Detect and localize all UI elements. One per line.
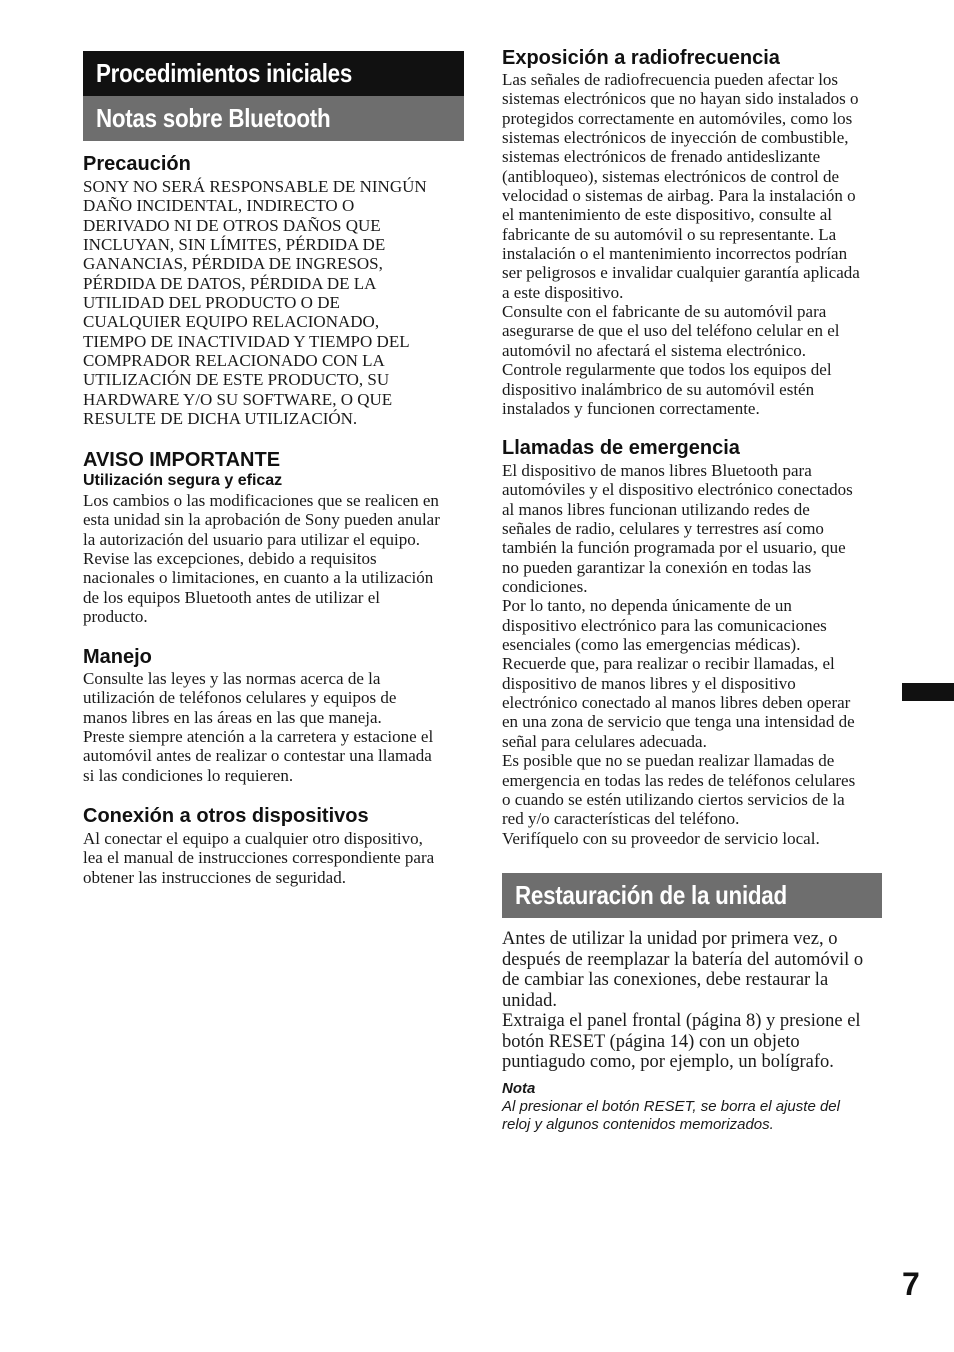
chapter-tab-marker [902, 683, 954, 701]
restauracion-text: Antes de utilizar la unidad por primera vez, o después de reemplazar la batería del automóvil o de cambiar las conexiones, debe restaurar la unidad. Extraiga el panel frontal (página 8) y presione el botón RESET (página 14) con un objeto puntiagudo como, por ejemplo, un bolígrafo. [502, 929, 864, 1072]
manejo-heading: Manejo [83, 646, 152, 668]
note-title: Nota [502, 1080, 536, 1097]
page-number: 7 [902, 1266, 920, 1302]
precaucion-heading: Precaución [83, 153, 191, 175]
restauracion-title: Restauración de la unidad [515, 880, 787, 910]
radiofrecuencia-text: Las señales de radiofrecuencia pueden afectar los sistemas electrónicos que no hayan sido instalados o protegidos correctamente en automóviles, como los sistemas electrónicos de inyección de combustible, sistemas electrónicos de frenado antideslizante (antibloqueo), sistemas electrónicos de control de velocidad o sistemas de airbag. Para la instalación o el mantenimiento de este dispositivo, consulte al fabricante de su automóvil o su representante. La instalación o el mantenimiento incorrectos podrían ser peligrosos e invalidar cualquier garantía aplicada a este dispositivo. Consulte con el fabricante de su automóvil para asegurarse de que el uso del teléfono celular en el automóvil no afectará el sistema electrónico. Controle regularmente que todos los equipos del dispositivo inalámbrico de su automóvil estén instalados y funcionen correctamente. [502, 70, 860, 418]
emergencia-text: El dispositivo de manos libres Bluetooth para automóviles y el dispositivo electrónico conectados al manos libres funcionan utilizando redes de señales de radio, celulares y terrestres así como también la función programada por el usuario, que no pueden garantizar la conexión en todas las condiciones. Por lo tanto, no dependa únicamente de un dispositivo electrónico para las comunicaciones esenciales (como las emergencias médicas). Recuerde que, para realizar o recibir llamadas, el dispositivo de manos libres y el dispositivo electrónico conectado al manos libres deben operar en una zona de servicio que tenga una intensidad de señal para celulares adecuada. Es posible que no se puedan realizar llamadas de emergencia en todas las redes de teléfonos celulares o cuando se estén utilizando ciertos servicios de la red y/o características del teléfono. Verifíquelo con su proveedor de servicio local. [502, 461, 856, 848]
conexion-heading: Conexión a otros dispositivos [83, 805, 369, 827]
section-banner-bluetooth [83, 96, 464, 141]
precaucion-text: SONY NO SERÁ RESPONSABLE DE NINGÚN DAÑO INCIDENTAL, INDIRECTO O DERIVADO NI DE OTROS DAÑOS QUE INCLUYAN, SIN LÍMITES, PÉRDIDA DE GANANCIAS, PÉRDIDA DE INGRESOS, PÉRDIDA DE DATOS, PÉRDIDA DE LA UTILIDAD DEL PRODUCTO O DE CUALQUIER EQUIPO RELACIONADO, TIEMPO DE INACTIVIDAD Y TIEMPO DEL COMPRADOR RELACIONADO CON LA UTILIZACIÓN DE ESTE PRODUCTO, SU HARDWARE Y/O SU SOFTWARE, O QUE RESULTE DE DICHA UTILIZACIÓN. [83, 177, 427, 429]
aviso-heading: AVISO IMPORTANTE [83, 449, 281, 471]
aviso-subheading: Utilización segura y eficaz [83, 472, 283, 489]
section-banner-procedimientos [83, 51, 464, 96]
manejo-text: Consulte las leyes y las normas acerca de la utilización de teléfonos celulares y equipos de manos libres en las áreas en las que maneja. Preste siempre atención a la carretera y estacione el automóvil antes de realizar o contestar una llamada si las condiciones lo requieren. [83, 669, 434, 785]
section-banner-restauracion [502, 873, 882, 918]
note-text: Al presionar el botón RESET, se borra el ajuste del reloj y algunos contenidos memorizados. [502, 1098, 840, 1133]
radiofrecuencia-heading: Exposición a radiofrecuencia [502, 47, 780, 69]
section-title: Procedimientos iniciales [96, 58, 353, 88]
aviso-text: Los cambios o las modificaciones que se realicen en esta unidad sin la aprobación de Sony pueden anular la autorización del usuario para utilizar el equipo. Revise las excepciones, debido a requisitos nacionales o limitaciones, en cuanto a la utilización de los equipos Bluetooth antes de utilizar el producto. [83, 491, 440, 627]
section-subtitle: Notas sobre Bluetooth [96, 103, 331, 133]
conexion-text: Al conectar el equipo a cualquier otro dispositivo, lea el manual de instrucciones correspondiente para obtener las instrucciones de seguridad. [83, 829, 435, 887]
emergencia-heading: Llamadas de emergencia [502, 437, 740, 459]
